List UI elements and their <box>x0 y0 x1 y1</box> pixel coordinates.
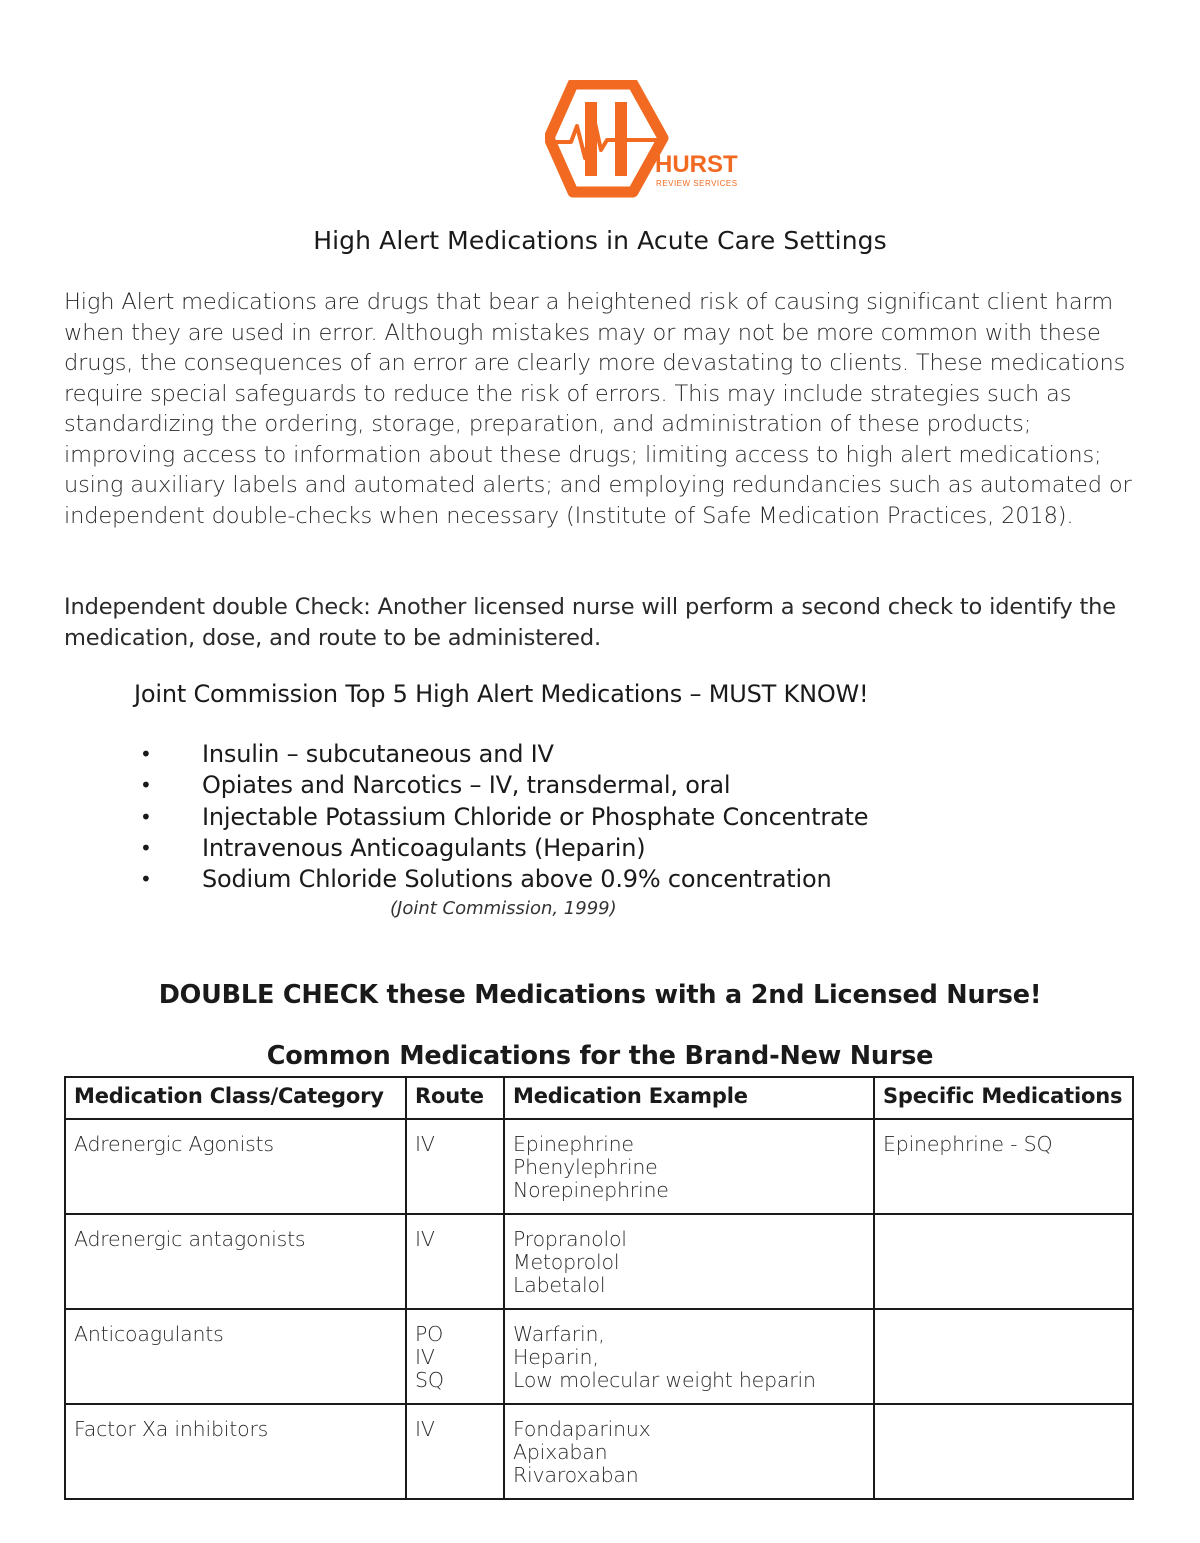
bullet-icon: • <box>140 835 152 860</box>
double-check-heading: DOUBLE CHECK these Medications with a 2nd Licensed Nurse! <box>158 980 1042 1010</box>
bullet-icon: • <box>140 867 152 892</box>
route-cell: IV <box>406 1119 504 1214</box>
list-item: • Opiates and Narcotics – IV, transdermal, oral <box>134 770 868 801</box>
table-row <box>65 1214 1133 1309</box>
hurst-logo <box>545 80 745 198</box>
route-cell: IV <box>406 1214 504 1309</box>
table-row <box>65 1119 1133 1214</box>
table-heading: Common Medications for the Brand-New Nurse <box>266 1041 934 1071</box>
intro-paragraph: High Alert medications are drugs that bear a heightened risk of causing significant client harm when they are used in error. Although mistakes may or may not be more common with these drugs, the consequences of an error are clearly more devastating to clients. These medications require special safeguards to reduce the risk of errors. This may include strategies such as standardizing the ordering, storage, preparation, and administration of these products; improving access to information about these drugs; limiting access to high alert medications; using auxiliary labels and automated alerts; and employing redundancies such as automated or independent double-checks when necessary (Institute of Safe Medication Practices, 2018). <box>64 289 1132 529</box>
header-specific: Specific Medications <box>874 1077 1133 1119</box>
list-item: • Intravenous Anticoagulants (Heparin) <box>134 833 868 864</box>
category-cell: Factor Xa inhibitors <box>65 1404 406 1499</box>
svg-text:REVIEW SERVICES: REVIEW SERVICES <box>656 179 738 188</box>
svg-text:HURST: HURST <box>655 151 738 178</box>
bullet-icon: • <box>140 804 152 829</box>
specific-cell <box>874 1309 1133 1404</box>
list-item: • Sodium Chloride Solutions above 0.9% concentration <box>134 864 868 895</box>
top5-list <box>134 739 868 895</box>
route-cell: IV <box>406 1404 504 1499</box>
top5-heading: Joint Commission Top 5 High Alert Medications – MUST KNOW! <box>134 680 869 708</box>
category-cell: Adrenergic antagonists <box>65 1214 406 1309</box>
route-cell: PO IV SQ <box>406 1309 504 1404</box>
specific-cell: Epinephrine - SQ <box>874 1119 1133 1214</box>
category-cell: Adrenergic Agonists <box>65 1119 406 1214</box>
medications-table <box>64 1076 1134 1500</box>
specific-cell <box>874 1404 1133 1499</box>
list-item: • Insulin – subcutaneous and IV <box>134 739 868 770</box>
citation: (Joint Commission, 1999) <box>390 898 617 919</box>
page-title: High Alert Medications in Acute Care Settings <box>313 226 887 255</box>
table-header-row <box>65 1077 1133 1119</box>
bullet-icon: • <box>140 742 152 766</box>
example-cell: Warfarin, Heparin, Low molecular weight heparin <box>504 1309 874 1404</box>
table-row <box>65 1309 1133 1404</box>
list-item: • Injectable Potassium Chloride or Phosphate Concentrate <box>134 802 868 833</box>
category-cell: Anticoagulants <box>65 1309 406 1404</box>
example-cell: Epinephrine Phenylephrine Norepinephrine <box>504 1119 874 1214</box>
header-example: Medication Example <box>504 1077 874 1119</box>
specific-cell <box>874 1214 1133 1309</box>
table-row <box>65 1404 1133 1499</box>
example-cell: Fondaparinux Apixaban Rivaroxaban <box>504 1404 874 1499</box>
header-route: Route <box>406 1077 504 1119</box>
double-check-definition: Independent double Check: Another licensed nurse will perform a second check to identify the medication, dose, and route to be administered. <box>64 594 1116 651</box>
header-category: Medication Class/Category <box>65 1077 406 1119</box>
example-cell: Propranolol Metoprolol Labetalol <box>504 1214 874 1309</box>
hurst-logo-graphic <box>545 80 745 198</box>
bullet-icon: • <box>140 773 152 798</box>
